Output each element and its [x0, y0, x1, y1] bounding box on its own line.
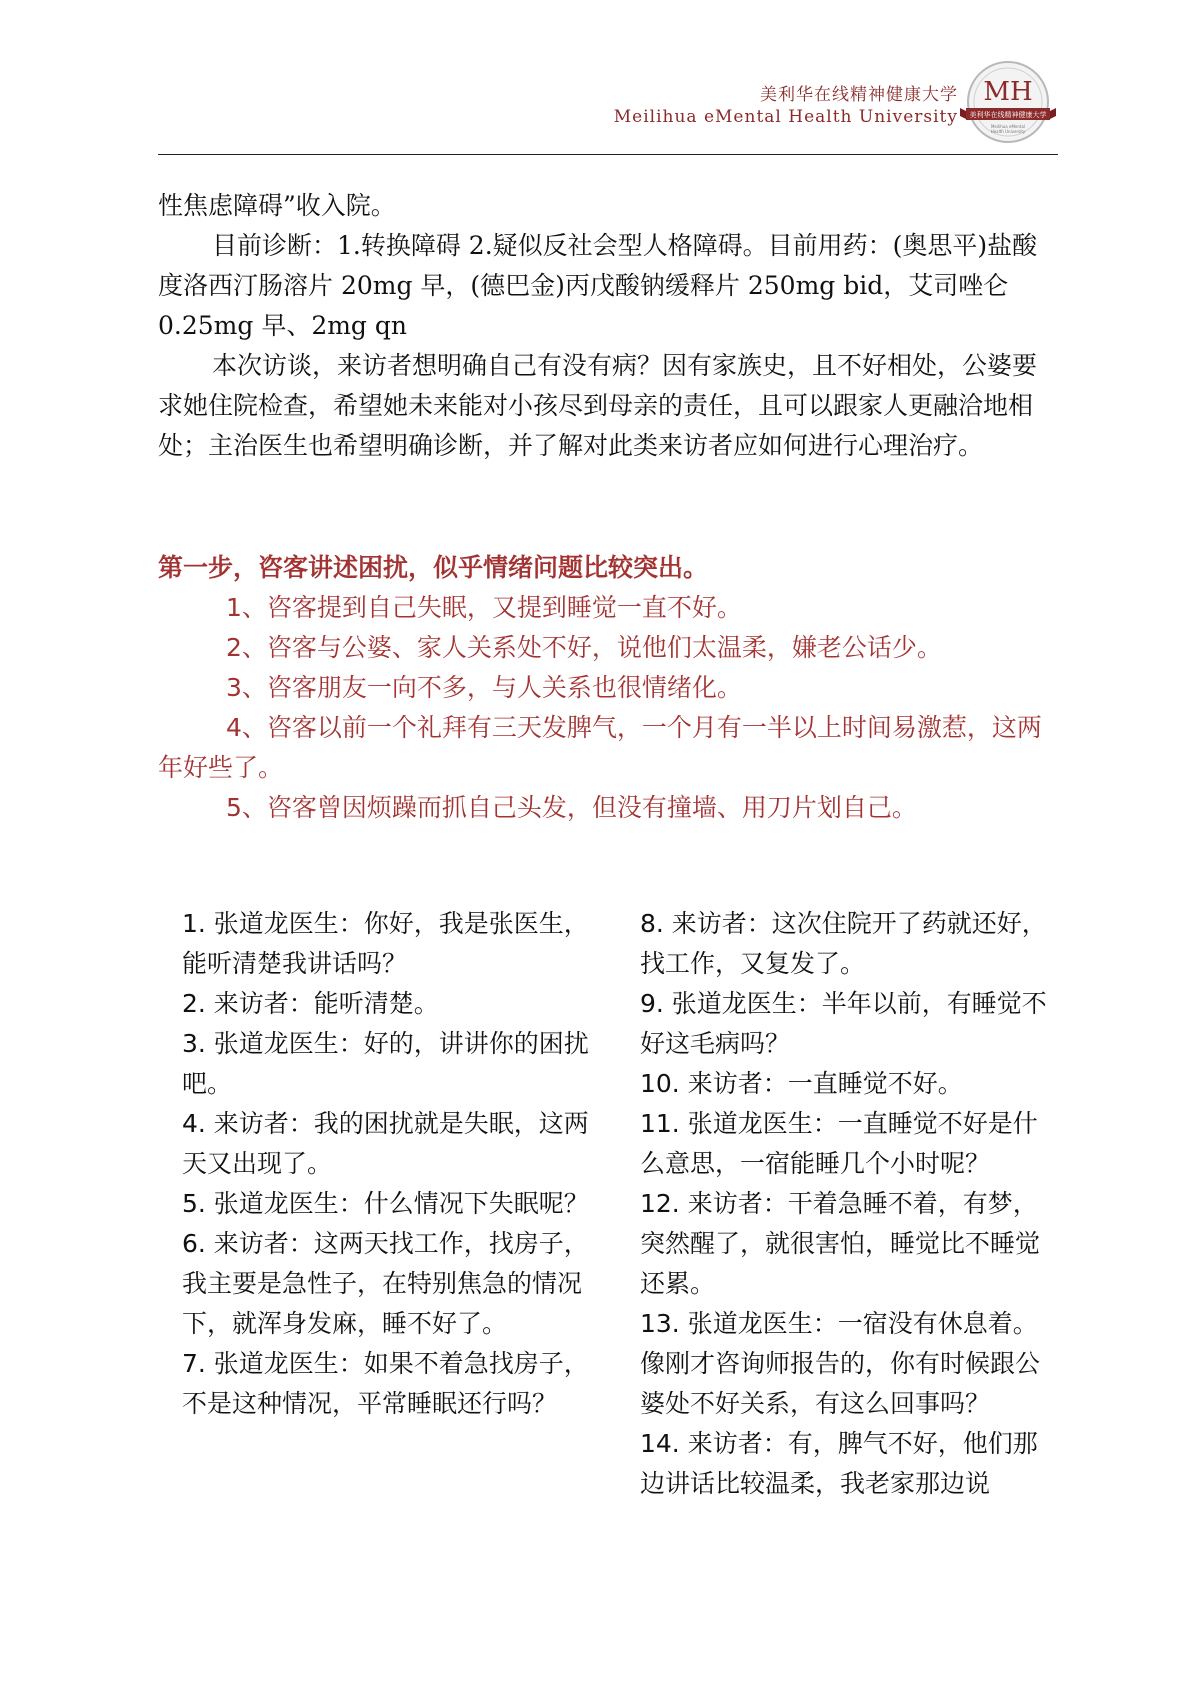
dialogue-line: 13. 张道龙医生：一宿没有休息着。像刚才咨询师报告的，你有时候跟公婆处不好关系，有这么回事吗？: [640, 1309, 1041, 1418]
header-text: [614, 84, 958, 128]
page-header: [158, 58, 1058, 154]
step-item: 2、咨客与公婆、家人关系处不好，说他们太温柔，嫌老公话少。: [226, 633, 942, 662]
university-name-en: Meilihua eMental Health University: [613, 107, 958, 127]
dialogue-line: 2. 来访者：能听清楚。: [182, 989, 439, 1018]
dialogue-line: 7. 张道龙医生：如果不着急找房子，不是这种情况，平常睡眠还行吗？: [182, 1349, 589, 1418]
step-item: 3、咨客朋友一向不多，与人关系也很情绪化。: [226, 673, 742, 702]
interview-purpose-paragraph: 本次访谈，来访者想明确自己有没有病？因有家族史，且不好相处，公婆要求她住院检查，希望她未来能对小孩尽到母亲的责任，且可以跟家人更融洽地相处；主治医生也希望明确诊断，并了解对此类来访者应如何进行心理治疗。: [158, 351, 1038, 460]
step-item: 4、咨客以前一个礼拜有三天发脾气，一个月有一半以上时间易激惹，这两年好些了。: [158, 713, 1042, 782]
dialogue-line: 14. 来访者：有，脾气不好，他们那边讲话比较温柔，我老家那边说: [640, 1429, 1038, 1498]
logo-sub-line1: Meilihua eMental: [990, 124, 1026, 129]
step-one-section: [158, 548, 1058, 828]
dialogue-line: 4. 来访者：我的困扰就是失眠，这两天又出现了。: [182, 1109, 589, 1178]
dialogue-line: 11. 张道龙医生：一直睡觉不好是什么意思，一宿能睡几个小时呢？: [640, 1109, 1038, 1178]
step-one-heading: 第一步，咨客讲述困扰，似乎情绪问题比较突出。: [158, 553, 709, 582]
intro-section: [158, 186, 1058, 466]
dialogue-line: 3. 张道龙医生：好的，讲讲你的困扰吧。: [182, 1029, 589, 1098]
dialogue-line: 9. 张道龙医生：半年以前，有睡觉不好这毛病吗？: [640, 989, 1047, 1058]
university-logo: [958, 58, 1058, 154]
dialogue-line: 12. 来访者：干着急睡不着，有梦，突然醒了，就很害怕，睡觉比不睡觉还累。: [640, 1189, 1041, 1298]
step-item: 1、咨客提到自己失眠，又提到睡觉一直不好。: [226, 593, 742, 622]
diagnosis-paragraph: 目前诊断：1.转换障碍 2.疑似反社会型人格障碍。目前用药：(奥思平)盐酸度洛西汀肠溶片 20mg 早，(德巴金)丙戊酸钠缓释片 250mg bid，艾司唑仑 0.25mg 早、2mg qn: [158, 231, 1038, 340]
intro-paragraph: 性焦虑障碍”收入院。: [158, 191, 396, 220]
logo-banner-text: 美利华在线精神健康大学: [969, 111, 1047, 119]
logo-sub-line2: Health University: [990, 129, 1026, 134]
dialogue-line: 10. 来访者：一直睡觉不好。: [640, 1069, 963, 1098]
dialogue-line: 5. 张道龙医生：什么情况下失眠呢？: [182, 1189, 589, 1218]
university-name-cn: 美利华在线精神健康大学: [760, 85, 958, 105]
logo-initials: MH: [983, 77, 1033, 107]
step-item: 5、咨客曾因烦躁而抓自己头发，但没有撞墙、用刀片划自己。: [226, 793, 917, 822]
dialogue-column-right: [640, 904, 1058, 1504]
dialogue-column-left: [182, 904, 602, 1424]
dialogue-line: 1. 张道龙医生：你好，我是张医生，能听清楚我讲话吗？: [182, 909, 589, 978]
header-divider: [158, 154, 1058, 155]
dialogue-line: 6. 来访者：这两天找工作，找房子，我主要是急性子，在特别焦急的情况下，就浑身发麻，睡不好了。: [182, 1229, 589, 1338]
dialogue-line: 8. 来访者：这次住院开了药就还好，找工作，又复发了。: [640, 909, 1047, 978]
